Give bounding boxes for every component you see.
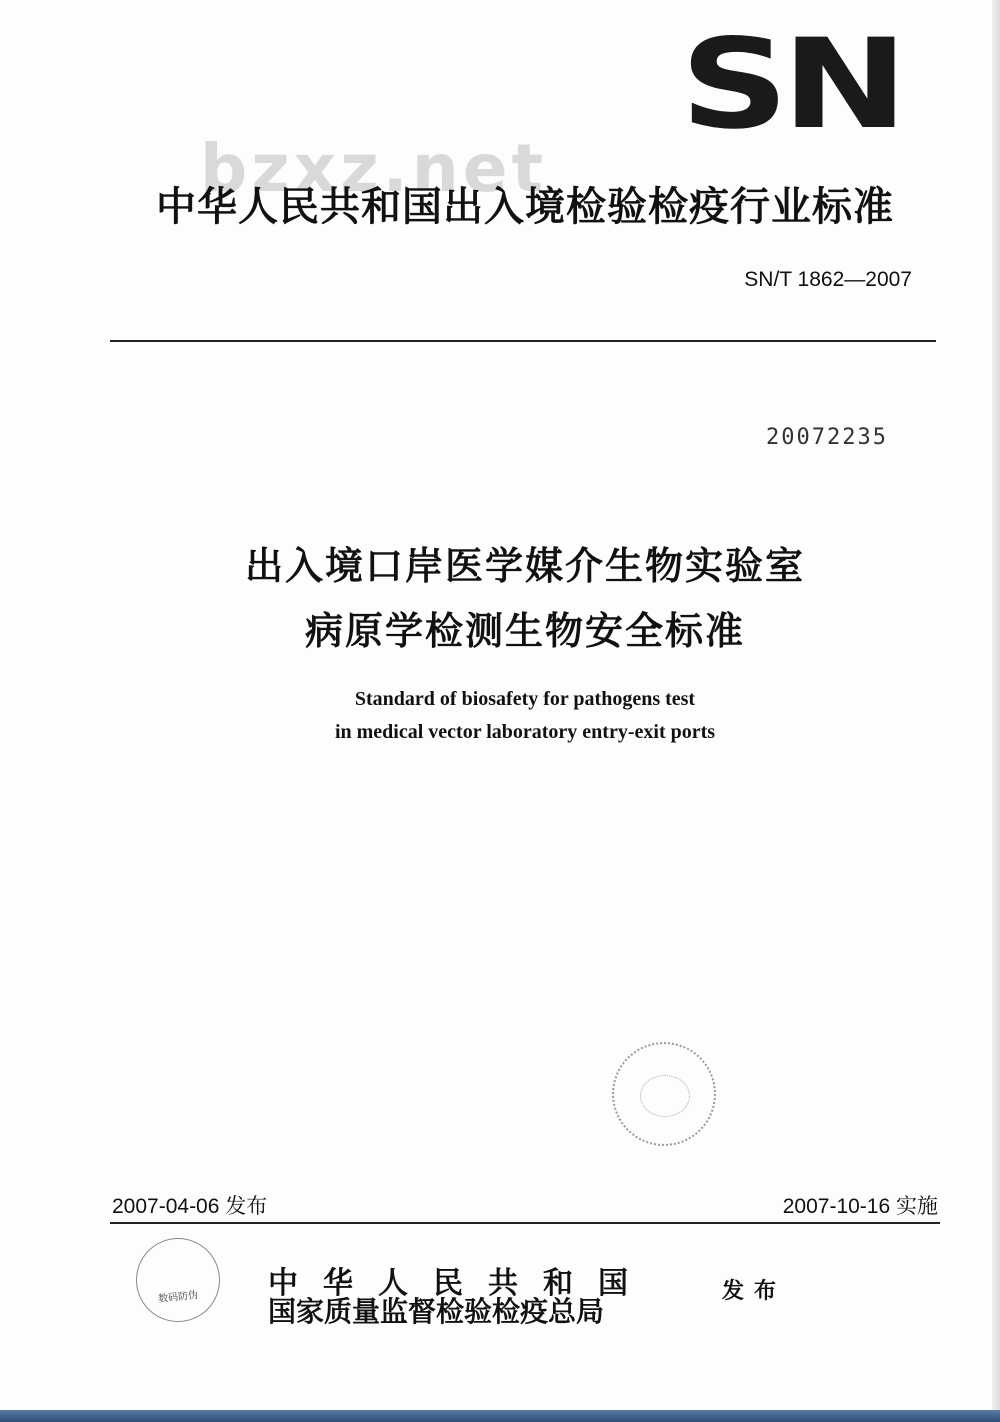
watermark: bzxz.net [200,130,548,207]
title-chinese-line-2: 病原学检测生物安全标准 [304,609,745,653]
header-divider [110,340,936,342]
page-edge-shadow [992,0,1000,1410]
issue-date: 2007-04-06 发布 [112,1195,268,1218]
title-english-line-1: Standard of biosafety for pathogens test [354,688,696,710]
issuer-agency: 国家质量监督检验检疫总局 [268,1295,605,1328]
anti-counterfeit-stamp [136,1238,220,1322]
implementation-date: 2007-10-16 实施 [782,1195,938,1218]
title-chinese-line-1: 出入境口岸医学媒介生物实验室 [244,544,805,588]
title-english-line-2: in medical vector laboratory entry-exit ports [334,721,716,743]
document-code: 20072235 [766,425,888,450]
viewer-bottom-bar [0,1410,1000,1422]
anti-counterfeit-stamp-text: 数码防伪 [157,1289,199,1306]
issuer-country: 中华人民共和国 [268,1266,653,1301]
faint-seal-inner-ring [640,1075,690,1117]
sn-logo: SN [680,13,901,157]
standard-number: SN/T 1862—2007 [744,268,912,291]
standard-category-title: 中华人民共和国出入境检验检疫行业标准 [156,184,894,230]
publish-label: 发布 [722,1279,787,1304]
footer-divider [110,1222,940,1224]
